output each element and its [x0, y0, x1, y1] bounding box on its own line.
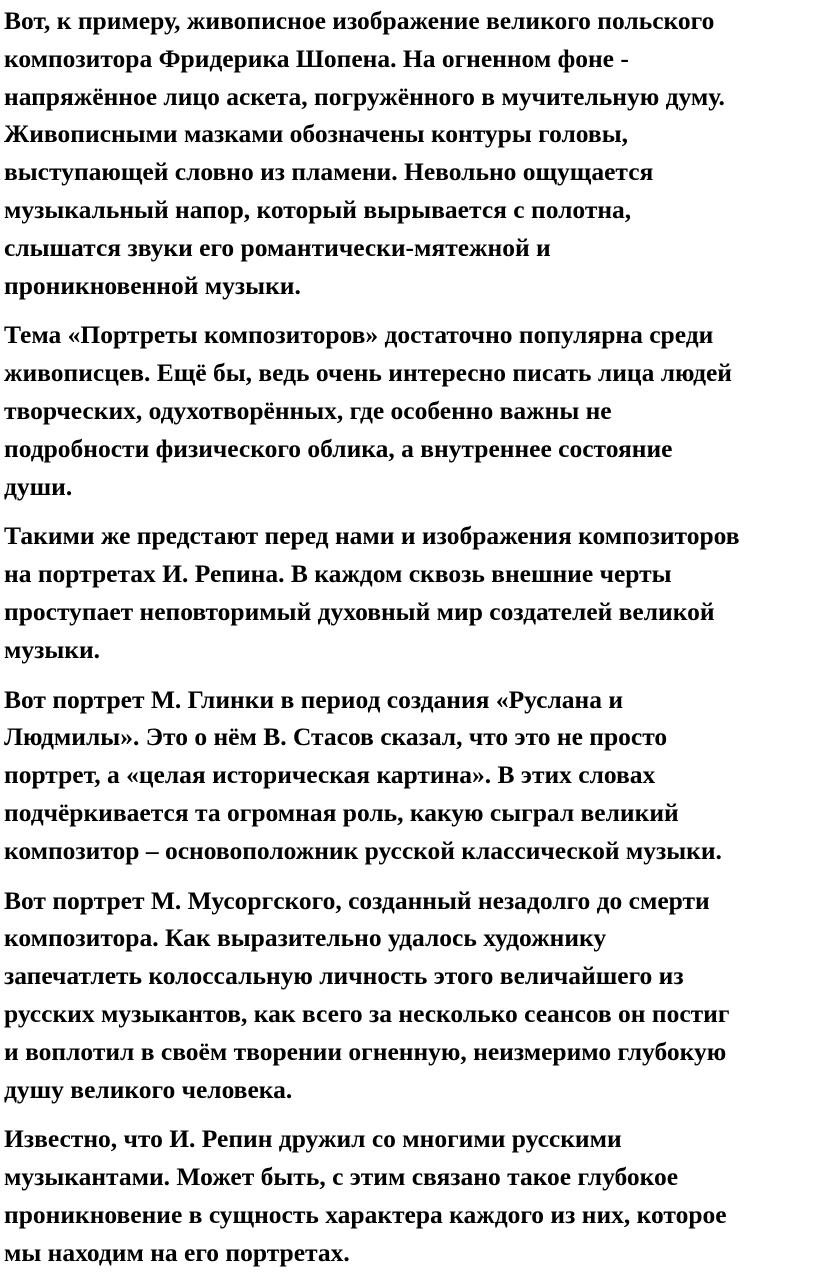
text-line: Живописными мазками обозначены контуры головы, [4, 119, 628, 149]
text-line: Такими же предстают перед нами и изображения композиторов [4, 521, 740, 551]
text-line: слышатся звуки его романтически-мятежной и [4, 232, 551, 262]
text-line: на портретах И. Репина. В каждом сквозь внешние черты [4, 559, 672, 589]
text-line: композитора. Как выразительно удалось художнику [4, 923, 607, 953]
text-line: мы находим на его портретах. [4, 1237, 350, 1267]
text-line: музыки. [4, 634, 101, 664]
text-line: проступает неповторимый духовный мир создателей великой [4, 596, 715, 626]
text-line: музыкальный напор, который вырывается с полотна, [4, 194, 632, 224]
text-line: творческих, одухотворённых, где особенно важны не [4, 395, 612, 425]
text-line: портрет, а «целая историческая картина». В этих словах [4, 760, 656, 790]
text-line: проникновенной музыки. [4, 270, 301, 300]
text-line: подчёркивается та огромная роль, какую сыграл великий [4, 797, 679, 827]
paragraph-repin-friendship [4, 1120, 812, 1271]
paragraph-composer-portraits-theme [4, 316, 812, 505]
text-line: музыкантами. Может быть, с этим связано такое глубокое [4, 1162, 679, 1192]
text-line: и воплотил в своём творении огненную, неизмеримо глубокую [4, 1036, 727, 1066]
paragraph-mussorgsky [4, 882, 812, 1109]
text-line: запечатлеть колоссальную личность этого величайшего из [4, 961, 684, 991]
text-line: Вот портрет М. Глинки в период создания «Руслана и [4, 684, 624, 714]
text-line: русских музыкантов, как всего за несколько сеансов он постиг [4, 998, 730, 1028]
document-body [4, 2, 812, 1284]
text-line: выступающей словно из пламени. Невольно ощущается [4, 157, 654, 187]
text-line: Вот портрет М. Мусоргского, созданный незадолго до смерти [4, 885, 710, 915]
text-line: Людмилы». Это о нём В. Стасов сказал, что это не просто [4, 722, 668, 752]
text-line: подробности физического облика, а внутреннее состояние [4, 433, 673, 463]
text-line: проникновение в сущность характера каждого из них, которое [4, 1199, 727, 1229]
text-line: живописцев. Ещё бы, ведь очень интересно писать лица людей [4, 358, 732, 388]
text-line: Известно, что И. Репин дружил со многими русскими [4, 1124, 622, 1154]
text-line: Тема «Портреты композиторов» достаточно популярна среди [4, 320, 714, 350]
text-line: Вот, к примеру, живописное изображение великого польского [4, 6, 715, 35]
paragraph-chopin [4, 2, 812, 304]
text-line: композитор – основоположник русской классической музыки. [4, 835, 722, 865]
paragraph-glinka [4, 681, 812, 870]
text-line: напряжённое лицо аскета, погружённого в мучительную думу. [4, 81, 725, 111]
text-line: композитора Фридерика Шопена. На огненном фоне - [4, 43, 629, 73]
text-line: души. [4, 471, 73, 501]
text-line: душу великого человека. [4, 1074, 293, 1104]
paragraph-repin-portraits [4, 517, 812, 668]
